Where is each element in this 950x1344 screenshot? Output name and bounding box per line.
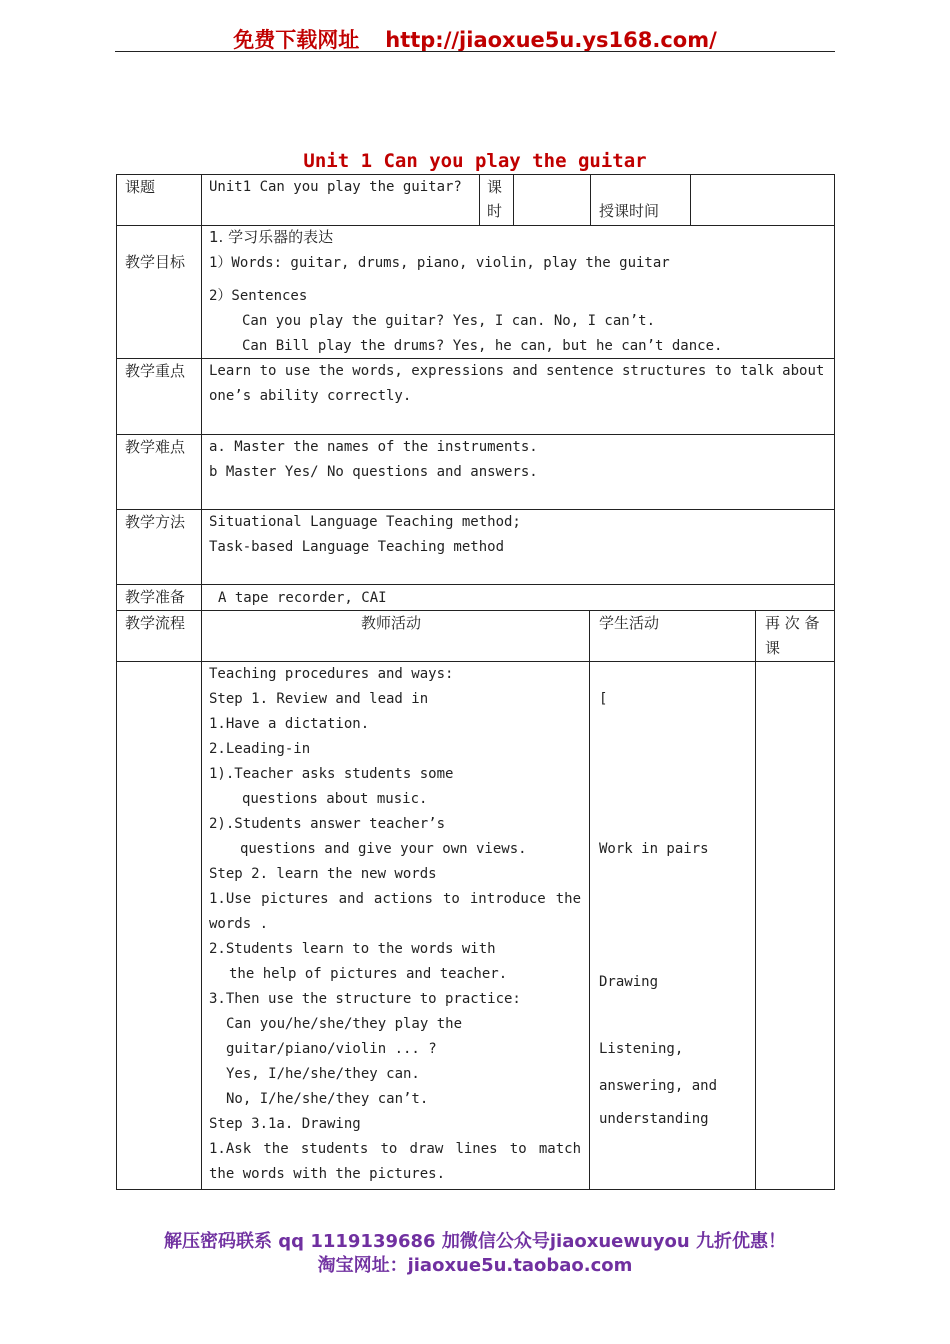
procedure-line: 3.Then use the structure to practice: (209, 991, 521, 1007)
footer-shop (0, 1251, 950, 1277)
zhunbei-value: A tape recorder, CAI (218, 590, 387, 606)
fangfa-line: Situational Language Teaching method; (209, 514, 521, 530)
procedure-line: 2.Students learn to the words with (209, 941, 496, 957)
nandian-line: b Master Yes/ No questions and answers. (209, 464, 538, 480)
procedure-line: the help of pictures and teacher. (229, 966, 508, 982)
procedure-line: guitar/piano/violin ... ? (226, 1041, 437, 1057)
student-activity: understanding (599, 1111, 709, 1127)
footer-contact (0, 1227, 950, 1253)
procedure-line: 1.Ask the students to draw lines to match (209, 1141, 581, 1157)
nandian-line: a. Master the names of the instruments. (209, 439, 538, 455)
zhongdian-line: Learn to use the words, expressions and sentence structures to talk about (209, 363, 825, 379)
mubiao-line: 1）Words: guitar, drums, piano, violin, play the guitar (209, 255, 670, 271)
procedure-line: 2).Students answer teacher’s (209, 816, 446, 832)
teacher-activity-header: 教师活动 (361, 614, 422, 632)
procedure-line: questions and give your own views. (240, 841, 527, 857)
footer-prefix: 解压密码联系 (164, 1231, 273, 1252)
procedure-line: Teaching procedures and ways: (209, 666, 454, 682)
student-activity-header: 学生活动 (599, 614, 660, 632)
keshi-label-2: 时 (487, 202, 503, 220)
procedure-line: the words with the pictures. (209, 1166, 446, 1182)
keti-value: Unit1 Can you play the guitar? (209, 179, 462, 195)
page-title: Unit 1 Can you play the guitar (303, 150, 647, 172)
fangfa-label: 教学方法 (125, 513, 186, 531)
zhunbei-label: 教学准备 (125, 588, 186, 606)
procedure-line: Yes, I/he/she/they can. (226, 1066, 420, 1082)
mubiao-line: 1. 学习乐器的表达 (209, 228, 334, 246)
mubiao-label: 教学目标 (125, 253, 186, 271)
procedure-line: 1.Use pictures and actions to introduce the (209, 891, 581, 907)
fangfa-line: Task-based Language Teaching method (209, 539, 505, 555)
procedure-line: No, I/he/she/they can’t. (226, 1091, 429, 1107)
footer-suffix: 九折优惠！ (695, 1231, 786, 1252)
header-label: 免费下载网址 (233, 28, 360, 52)
student-activity: Work in pairs (599, 841, 709, 857)
zhongdian-label: 教学重点 (125, 362, 186, 380)
student-activity: Listening, (599, 1041, 684, 1057)
procedure-line: Step 1. Review and lead in (209, 691, 429, 707)
header-url-link[interactable]: http://jiaoxue5u.ys168.com/ (385, 28, 717, 52)
shouke-label: 授课时间 (599, 202, 660, 220)
mubiao-line: Can you play the guitar? Yes, I can. No, I can’t. (242, 313, 656, 329)
procedure-line: Step 2. learn the new words (209, 866, 437, 882)
footer-shop-link[interactable]: jiaoxue5u.taobao.com (407, 1255, 633, 1276)
procedure-line: 2.Leading-in (209, 741, 311, 757)
procedure-line: Can you/he/she/they play the (226, 1016, 463, 1032)
keshi-label-1: 课 (487, 178, 503, 196)
keti-label: 课题 (125, 178, 156, 196)
footer-wechat-id: jiaoxuewuyou (549, 1231, 690, 1252)
footer-qq: qq 1119139686 (278, 1231, 436, 1252)
student-activity: Drawing (599, 974, 659, 990)
nandian-label: 教学难点 (125, 438, 186, 456)
recourse-header: 课 (765, 639, 781, 657)
site-header (0, 24, 950, 54)
footer-shop-label: 淘宝网址： (317, 1255, 408, 1276)
liucheng-label: 教学流程 (125, 614, 186, 632)
mubiao-line: Can Bill play the drums? Yes, he can, but he can’t dance. (242, 338, 723, 354)
recourse-header: 再 次 备 (765, 614, 820, 632)
procedure-line: words . (209, 916, 269, 932)
procedure-line: questions about music. (242, 791, 428, 807)
procedure-line: Step 3.1a. Drawing (209, 1116, 361, 1132)
procedure-line: 1).Teacher asks students some (209, 766, 454, 782)
procedure-line: 1.Have a dictation. (209, 716, 370, 732)
footer-mid: 加微信公众号 (441, 1231, 550, 1252)
mubiao-line: 2）Sentences (209, 288, 308, 304)
student-activity: [ (599, 691, 608, 707)
header-divider (115, 51, 835, 52)
zhongdian-line: one’s ability correctly. (209, 388, 412, 404)
student-activity: answering, and (599, 1078, 718, 1094)
